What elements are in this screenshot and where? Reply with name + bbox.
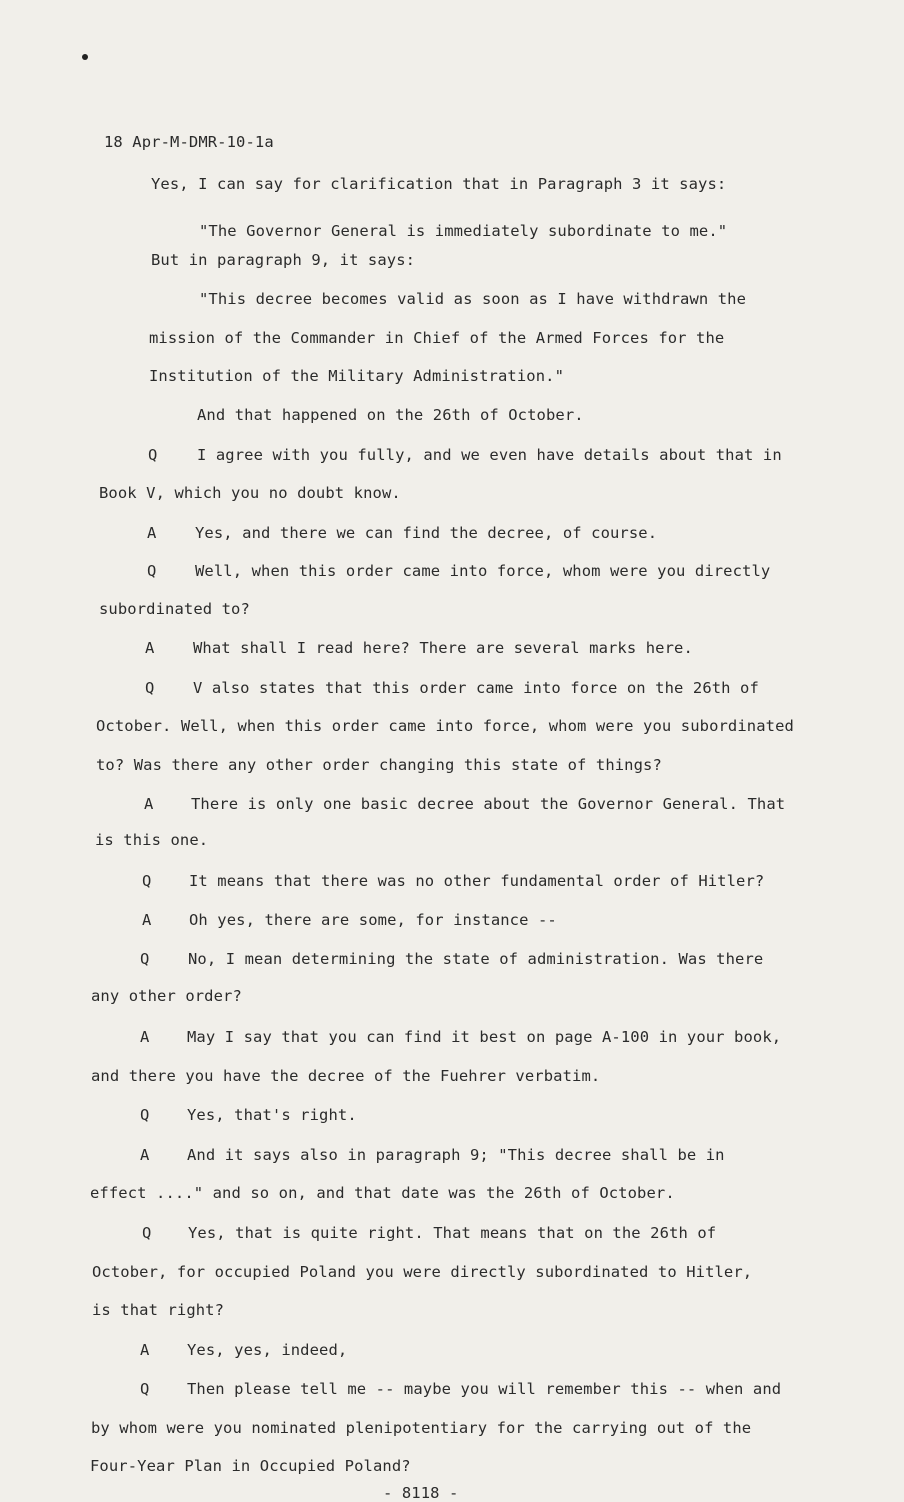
transcript-line: mission of the Commander in Chief of the Armed Forces for the — [149, 329, 725, 347]
transcript-line: Yes, I can say for clarification that in Paragraph 3 it says: — [151, 175, 727, 193]
speaker-label: Q — [147, 562, 157, 580]
transcript-line: any other order? — [91, 987, 242, 1005]
speaker-label: Q — [142, 872, 152, 890]
speaker-label: A — [140, 1341, 150, 1359]
page-number: - 8118 - — [383, 1484, 459, 1502]
transcript-line: Yes, yes, indeed, — [187, 1341, 348, 1359]
transcript-line: "This decree becomes valid as soon as I have withdrawn the — [199, 290, 747, 308]
speaker-label: Q — [140, 1106, 150, 1124]
transcript-line: Institution of the Military Administration." — [149, 367, 564, 385]
transcript-line: Four-Year Plan in Occupied Poland? — [90, 1457, 411, 1475]
transcript-line: Book V, which you no doubt know. — [99, 484, 401, 502]
speaker-label: A — [140, 1146, 150, 1164]
transcript-line: and there you have the decree of the Fuehrer verbatim. — [91, 1067, 601, 1085]
transcript-line: "The Governor General is immediately subordinate to me." — [199, 222, 728, 240]
transcript-line: And it says also in paragraph 9; "This decree shall be in — [187, 1146, 725, 1164]
transcript-line: Yes, and there we can find the decree, of course. — [195, 524, 658, 542]
speaker-label: Q — [142, 1224, 152, 1242]
speaker-label: A — [145, 639, 155, 657]
transcript-line: Oh yes, there are some, for instance -- — [189, 911, 557, 929]
speaker-label: A — [147, 524, 157, 542]
speaker-label: Q — [148, 446, 158, 464]
transcript-line: It means that there was no other fundamental order of Hitler? — [189, 872, 765, 890]
transcript-line: is that right? — [92, 1301, 225, 1319]
transcript-line: Well, when this order came into force, whom were you directly — [195, 562, 771, 580]
speaker-label: Q — [145, 679, 155, 697]
transcript-line: What shall I read here? There are several marks here. — [193, 639, 693, 657]
transcript-line: October, for occupied Poland you were directly subordinated to Hitler, — [92, 1263, 753, 1281]
transcript-line: Yes, that is quite right. That means that on the 26th of — [188, 1224, 717, 1242]
transcript-line: Yes, that's right. — [187, 1106, 357, 1124]
transcript-line: Then please tell me -- maybe you will remember this -- when and — [187, 1380, 782, 1398]
transcript-line: May I say that you can find it best on page A-100 in your book, — [187, 1028, 782, 1046]
document-header: 18 Apr-M-DMR-10-1a — [104, 133, 274, 151]
speaker-label: A — [140, 1028, 150, 1046]
transcript-line: October. Well, when this order came into force, whom were you subordinated — [96, 717, 794, 735]
speaker-label: A — [144, 795, 154, 813]
transcript-line: by whom were you nominated plenipotentiary for the carrying out of the — [91, 1419, 752, 1437]
transcript-line: effect ...." and so on, and that date was the 26th of October. — [90, 1184, 675, 1202]
transcript-line: No, I mean determining the state of administration. Was there — [188, 950, 764, 968]
transcript-line: V also states that this order came into force on the 26th of — [193, 679, 759, 697]
bullet-mark — [82, 54, 88, 60]
transcript-line: I agree with you fully, and we even have details about that in — [197, 446, 782, 464]
transcript-line: subordinated to? — [99, 600, 250, 618]
transcript-line: There is only one basic decree about the Governor General. That — [191, 795, 786, 813]
speaker-label: Q — [140, 950, 150, 968]
transcript-line: is this one. — [95, 831, 209, 849]
transcript-line: to? Was there any other order changing this state of things? — [96, 756, 662, 774]
transcript-line: And that happened on the 26th of October. — [197, 406, 584, 424]
transcript-line: But in paragraph 9, it says: — [151, 251, 416, 269]
speaker-label: A — [142, 911, 152, 929]
speaker-label: Q — [140, 1380, 150, 1398]
